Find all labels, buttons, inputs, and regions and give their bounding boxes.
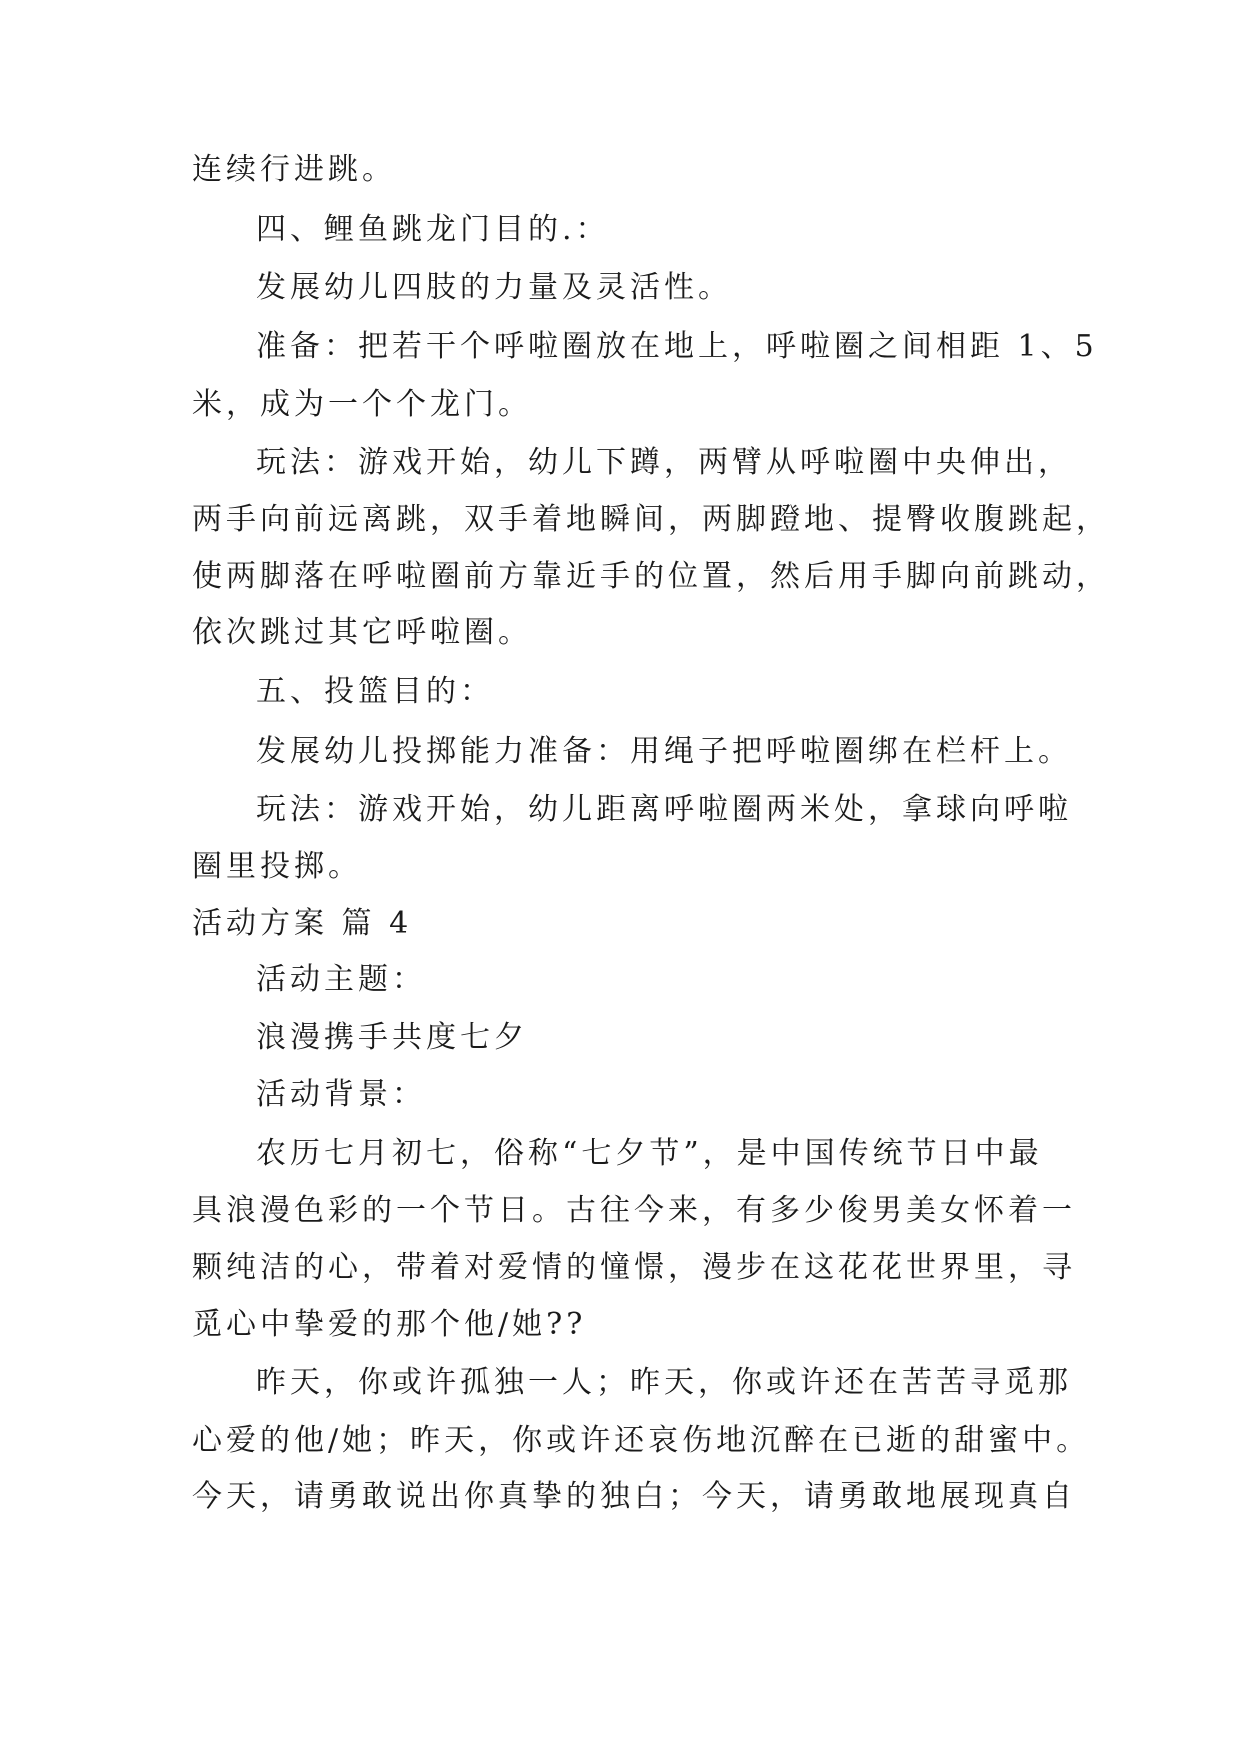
paragraph-line: 两手向前远离跳，双手着地瞬间，两脚蹬地、提臀收腹跳起， [192, 502, 1110, 537]
paragraph-line: 具浪漫色彩的一个节日。古往今来，有多少俊男美女怀着一 [192, 1193, 1076, 1228]
paragraph-line: 农历七月初七，俗称“七夕节”，是中国传统节日中最 [256, 1136, 1043, 1171]
paragraph-line: 浪漫携手共度七夕 [256, 1020, 528, 1055]
paragraph-line: 觅心中挚爱的那个他/她?? [192, 1307, 587, 1342]
text-line: 连续行进跳。 [192, 152, 396, 187]
paragraph-line: 颗纯洁的心，带着对爱情的憧憬，漫步在这花花世界里，寻 [192, 1250, 1076, 1285]
paragraph-line: 圈里投掷。 [192, 849, 362, 884]
paragraph-line: 玩法：游戏开始，幼儿距离呼啦圈两米处，拿球向呼啦 [256, 792, 1072, 827]
section-title: 活动方案 篇 4 [192, 906, 413, 941]
label-line: 活动背景： [256, 1077, 426, 1112]
paragraph-line: 发展幼儿投掷能力准备：用绳子把呼啦圈绑在栏杆上。 [256, 734, 1072, 769]
paragraph-line: 玩法：游戏开始，幼儿下蹲，两臂从呼啦圈中央伸出， [256, 445, 1072, 480]
paragraph-line: 依次跳过其它呼啦圈。 [192, 615, 532, 650]
section-heading: 五、投篮目的： [256, 674, 494, 709]
paragraph-line: 今天，请勇敢说出你真挚的独白；今天，请勇敢地展现真自 [192, 1479, 1076, 1514]
paragraph-line: 昨天，你或许孤独一人；昨天，你或许还在苦苦寻觅那 [256, 1365, 1072, 1400]
paragraph-line: 发展幼儿四肢的力量及灵活性。 [256, 270, 732, 305]
paragraph-line: 准备：把若干个呼啦圈放在地上，呼啦圈之间相距 1、5 [256, 329, 1098, 364]
paragraph-line: 使两脚落在呼啦圈前方靠近手的位置，然后用手脚向前跳动， [192, 559, 1110, 594]
paragraph-line: 心爱的他/她；昨天，你或许还哀伤地沉醉在已逝的甜蜜中。 [192, 1423, 1091, 1458]
paragraph-line: 米，成为一个个龙门。 [192, 387, 532, 422]
section-heading: 四、鲤鱼跳龙门目的.： [256, 212, 610, 247]
label-line: 活动主题： [256, 962, 426, 997]
